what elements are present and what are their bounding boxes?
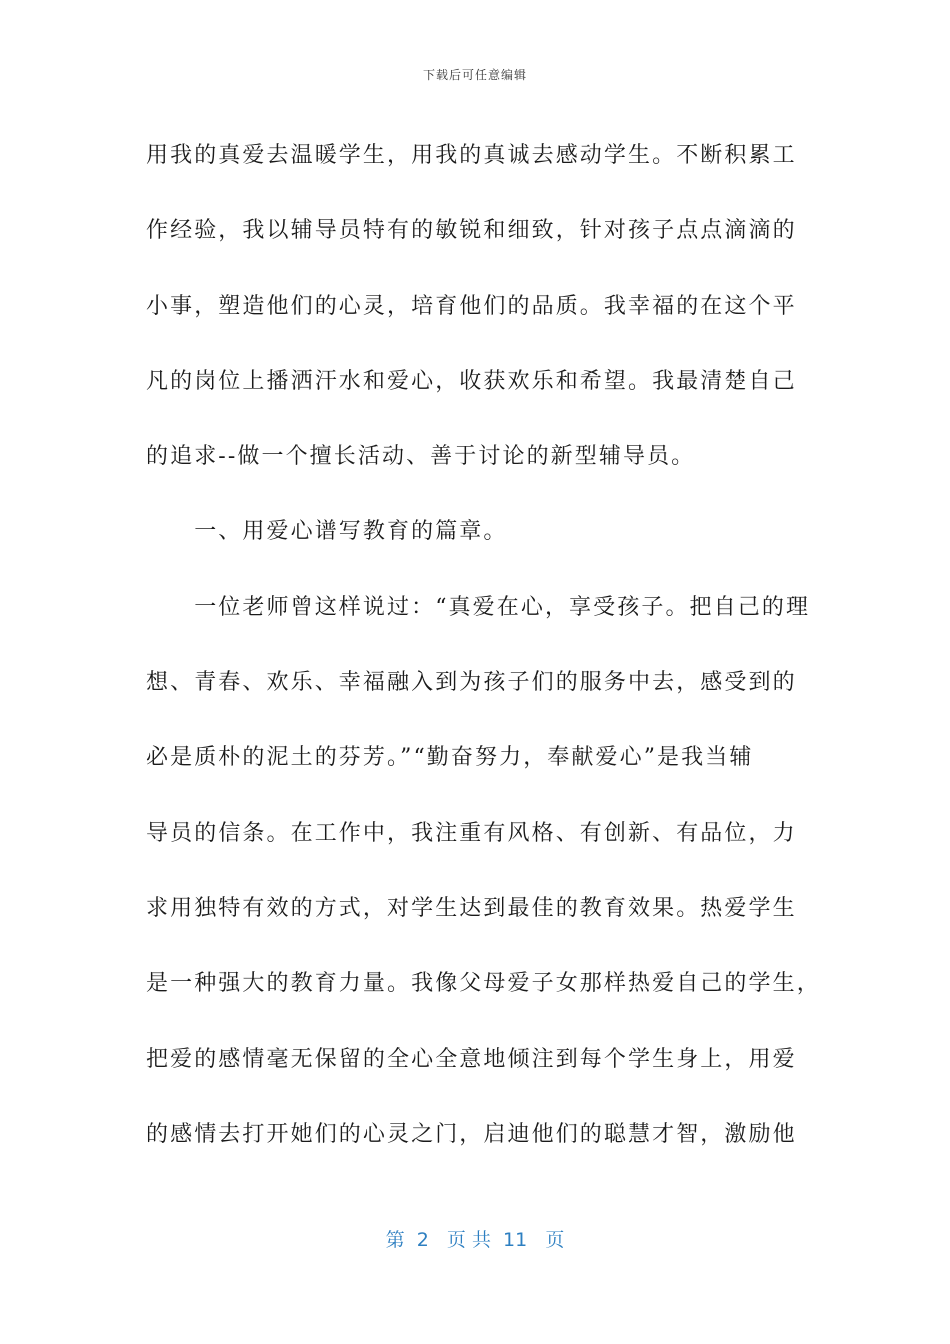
paragraph-line: 想、青春、欢乐、幸福融入到为孩子们的服务中去，感受到的 bbox=[146, 670, 797, 696]
paragraph-line: 导员的信条。在工作中，我注重有风格、有创新、有品位，力 bbox=[146, 820, 797, 846]
paragraph-line: 的感情去打开她们的心灵之门，启迪他们的聪慧才智，激励他 bbox=[146, 1121, 797, 1147]
paragraph-line: 把爱的感情毫无保留的全心全意地倾注到每个学生身上，用爱 bbox=[146, 1046, 797, 1072]
paragraph-line: 小事，塑造他们的心灵，培育他们的品质。我幸福的在这个平 bbox=[146, 293, 797, 319]
document-body bbox=[146, 118, 821, 1172]
paragraph-line: 是一种强大的教育力量。我像父母爱子女那样热爱自己的学生， bbox=[146, 971, 821, 997]
paragraph-line: 用我的真爱去温暖学生，用我的真诚去感动学生。不断积累工 bbox=[146, 143, 797, 168]
section-heading: 一、用爱心谱写教育的篇章。 bbox=[146, 519, 508, 545]
paragraph-line: 作经验，我以辅导员特有的敏锐和细致，针对孩子点点滴滴的 bbox=[146, 218, 797, 244]
paragraph-line: 凡的岗位上播洒汗水和爱心，收获欢乐和希望。我最清楚自己 bbox=[146, 368, 797, 394]
page-number: 第 2 页 共 11 页 bbox=[385, 1229, 565, 1251]
page-header: 下载后可任意编辑 bbox=[422, 68, 527, 82]
paragraph-line: 一位老师曾这样说过：“真爱在心，享受孩子。把自己的理 bbox=[146, 594, 811, 620]
paragraph-line: 求用独特有效的方式，对学生达到最佳的教育效果。热爱学生 bbox=[146, 895, 797, 921]
paragraph-line: 的追求--做一个擅长活动、善于讨论的新型辅导员。 bbox=[146, 444, 696, 470]
paragraph-line: 必是质朴的泥土的芬芳。”“勤奋努力，奉献爱心”是我当辅 bbox=[146, 745, 754, 771]
